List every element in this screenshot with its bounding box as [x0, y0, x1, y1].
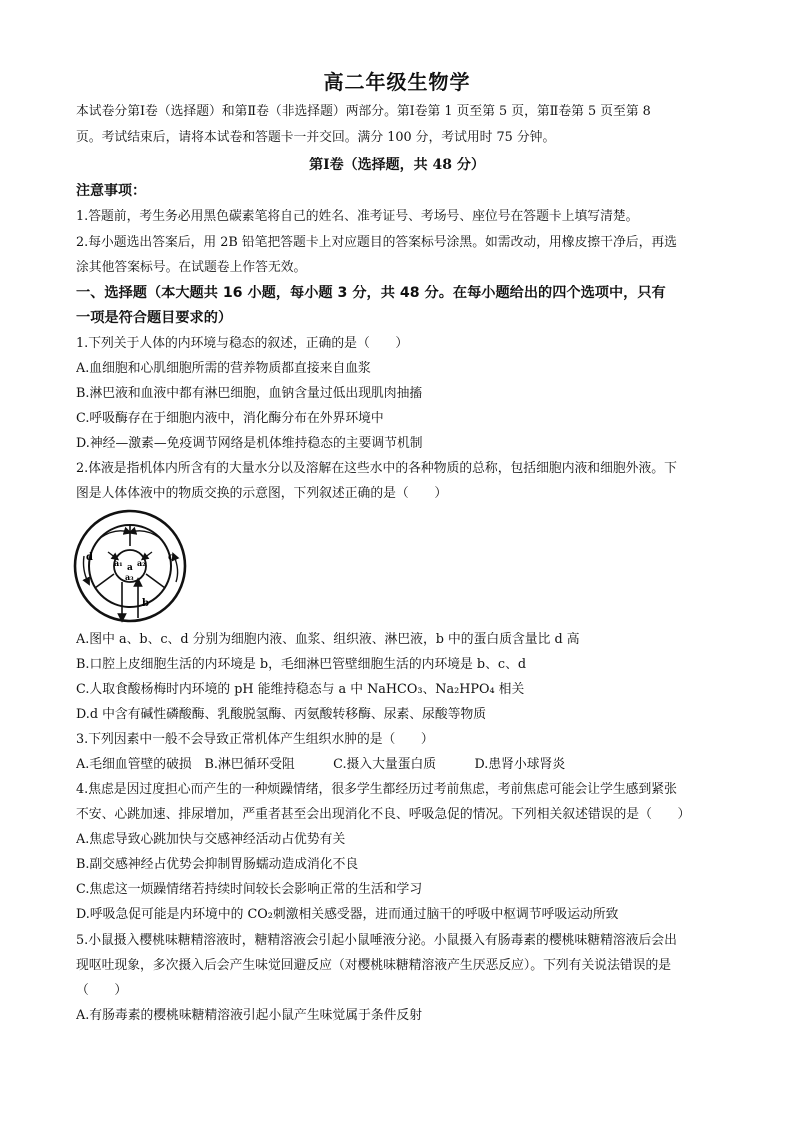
notice-item-2: 2.每小题选出答案后，用 2B 铅笔把答题卡上对应题目的答案标号涂黑。如需改动，用橡皮擦干净后，再选 — [76, 235, 677, 250]
q1-option-d: D.神经—激素—免疫调节网络是机体维持稳态的主要调节机制 — [76, 436, 423, 451]
label-a2: a₂ — [137, 558, 146, 568]
q2-option-a: A.图中 a、b、c、d 分别为细胞内液、血浆、组织液、淋巴液，b 中的蛋白质含量比 d 高 — [76, 632, 580, 647]
section1-heading-line-2: 一项是符合题目要求的） — [76, 310, 233, 326]
divider-right — [146, 574, 165, 588]
label-a: a — [127, 563, 133, 573]
q4-stem-line-2: 不安、心跳加速、排尿增加，严重者甚至会出现消化不良、呼吸急促的情况。下列相关叙述错误的是（ ） — [76, 807, 691, 822]
section1-heading-line-1: 一、选择题（本大题共 16 小题，每小题 3 分，共 48 分。在每小题给出的四个选项中，只有 — [76, 285, 666, 301]
q2-option-c: C.人取食酸杨梅时内环境的 pH 能维持稳态与 a 中 NaHCO₃、Na₂HPO₄ 相关 — [76, 682, 525, 697]
q3-options: A.毛细血管壁的破损 B.淋巴循环受阻 C.摄入大量蛋白质 D.患肾小球肾炎 — [76, 757, 566, 772]
q4-stem-line-1: 4.焦虑是因过度担心而产生的一种烦躁情绪，很多学生都经历过考前焦虑，考前焦虑可能会让学生感到紧张 — [76, 782, 677, 797]
part1-heading: 第Ⅰ卷（选择题，共 48 分） — [309, 157, 485, 173]
q4-option-a: A.焦虑导致心跳加快与交感神经活动占优势有关 — [76, 832, 346, 847]
q2-option-d: D.d 中含有碱性磷酸酶、乳酸脱氢酶、丙氨酸转移酶、尿素、尿酸等物质 — [76, 707, 487, 722]
q3-stem: 3.下列因素中一般不会导致正常机体产生组织水肿的是（ ） — [76, 732, 434, 747]
intro-line-2: 页。考试结束后，请将本试卷和答题卡一并交回。满分 100 分，考试用时 75 分钟。 — [76, 130, 556, 145]
intro-line-1: 本试卷分第Ⅰ卷（选择题）和第Ⅱ卷（非选择题）两部分。第Ⅰ卷第 1 页至第 5 页，第Ⅱ卷第 5 页至第 8 — [76, 104, 651, 119]
q5-stem-line-2: 现呕吐现象，多次摄入后会产生味觉回避反应（对樱桃味糖精溶液产生厌恶反应）。下列有关说法错误的是 — [76, 958, 672, 973]
q4-option-c: C.焦虑这一烦躁情绪若持续时间较长会影响正常的生活和学习 — [76, 882, 423, 897]
label-b: b — [142, 598, 149, 609]
q4-option-b: B.副交感神经占优势会抑制胃肠蠕动造成消化不良 — [76, 857, 359, 872]
q1-option-a: A.血细胞和心肌细胞所需的营养物质都直接来自血浆 — [76, 361, 371, 376]
q4-option-d: D.呼吸急促可能是内环境中的 CO₂刺激相关感受器，进而通过脑干的呼吸中枢调节呼吸运动所致 — [76, 907, 619, 922]
notice-heading: 注意事项： — [76, 183, 146, 199]
page-title: 高二年级生物学 — [323, 70, 471, 94]
arrow-right — [174, 556, 178, 582]
q1-stem: 1.下列关于人体的内环境与稳态的叙述，正确的是（ ） — [76, 336, 409, 351]
label-a1: a₁ — [114, 558, 123, 568]
label-d: d — [86, 552, 93, 563]
q2-stem-line-2: 图是人体体液中的物质交换的示意图，下列叙述正确的是（ ） — [76, 486, 448, 501]
q1-option-c: C.呼吸酶存在于细胞内液中，消化酶分布在外界环境中 — [76, 411, 384, 426]
q5-option-a: A.有肠毒素的樱桃味糖精溶液引起小鼠产生味觉属于条件反射 — [76, 1008, 423, 1023]
body-fluid-exchange-diagram — [70, 508, 190, 626]
q1-option-b: B.淋巴液和血液中都有淋巴细胞，血钠含量过低出现肌肉抽搐 — [76, 386, 423, 401]
label-a3: a₃ — [125, 572, 134, 582]
notice-item-1: 1.答题前，考生务必用黑色碳素笔将自己的姓名、准考证号、考场号、座位号在答题卡上填写清楚。 — [76, 209, 639, 224]
label-c: c — [168, 552, 175, 563]
q2-option-b: B.口腔上皮细胞生活的内环境是 b，毛细淋巴管壁细胞生活的内环境是 b、c、d — [76, 657, 527, 672]
divider-left — [95, 574, 114, 588]
q2-stem-line-1: 2.体液是指机体内所含有的大量水分以及溶解在这些水中的各种物质的总称，包括细胞内液和细胞外液。下 — [76, 461, 677, 476]
q5-stem-line-1: 5.小鼠摄入樱桃味糖精溶液时，糖精溶液会引起小鼠唾液分泌。小鼠摄入有肠毒素的樱桃味糖精溶液后会出 — [76, 933, 677, 948]
notice-item-2-cont: 涂其他答案标号。在试题卷上作答无效。 — [76, 260, 307, 275]
q5-stem-line-3: （ ） — [76, 983, 128, 998]
